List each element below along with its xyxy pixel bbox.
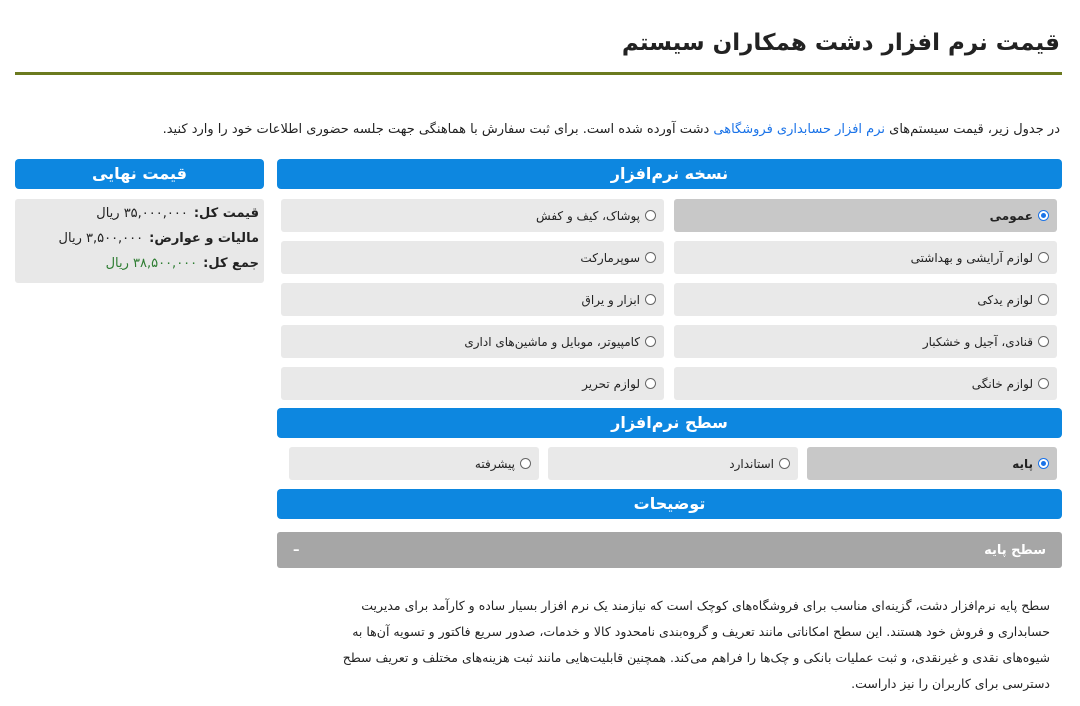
- grand-total-row: [106, 256, 259, 271]
- option-label: لوازم خانگی: [971, 376, 1033, 391]
- version-option-supermarket[interactable]: [281, 241, 664, 274]
- option-label: عمومی: [989, 208, 1033, 223]
- option-label: لوازم تحریر: [582, 376, 640, 391]
- radio-icon[interactable]: [645, 336, 656, 347]
- accounting-software-link[interactable]: نرم افزار حسابداری فروشگاهی: [713, 122, 886, 137]
- level-header: سطح نرم‌افزار: [277, 408, 1062, 438]
- total-price-row: [96, 206, 259, 221]
- page-title: قیمت نرم افزار دشت همکاران سیستم: [621, 30, 1060, 56]
- radio-icon[interactable]: [645, 378, 656, 389]
- accordion-title: سطح پایه: [984, 542, 1046, 558]
- option-label: پیشرفته: [474, 456, 515, 471]
- radio-icon[interactable]: [1038, 210, 1049, 221]
- description-header: توضیحات: [277, 489, 1062, 519]
- title-divider: [15, 72, 1062, 75]
- version-option-appliances[interactable]: [674, 367, 1057, 400]
- level-option-basic[interactable]: [807, 447, 1057, 480]
- option-label: پایه: [1012, 456, 1033, 471]
- collapse-icon[interactable]: –: [293, 542, 300, 558]
- version-header: نسخه نرم‌افزار: [277, 159, 1062, 189]
- intro-text: [15, 122, 1060, 137]
- level-option-advanced[interactable]: [289, 447, 539, 480]
- radio-icon[interactable]: [779, 458, 790, 469]
- version-option-spare-parts[interactable]: [674, 283, 1057, 316]
- version-option-computer[interactable]: [281, 325, 664, 358]
- option-label: ابزار و یراق: [581, 292, 640, 307]
- version-option-confectionery[interactable]: [674, 325, 1057, 358]
- radio-icon[interactable]: [520, 458, 531, 469]
- radio-icon[interactable]: [1038, 336, 1049, 347]
- radio-icon[interactable]: [645, 210, 656, 221]
- version-option-clothing[interactable]: [281, 199, 664, 232]
- version-option-general[interactable]: [674, 199, 1057, 232]
- option-label: لوازم آرایشی و بهداشتی: [910, 250, 1033, 265]
- tax-value: ۳,۵۰۰,۰۰۰ ریال: [58, 231, 144, 246]
- option-label: لوازم یدکی: [977, 292, 1033, 307]
- option-label: پوشاک، کیف و کفش: [536, 208, 640, 223]
- version-option-stationery[interactable]: [281, 367, 664, 400]
- description-text: سطح پایه نرم‌افزار دشت، گزینه‌ای مناسب برای فروشگاه‌های کوچک است که نیازمند یک نرم افزار بسیار ساده و کارآمد برای مدیریت حسابداری و فروش خود هستند. این سطح امکاناتی مانند تعریف و گروه‌بندی نامحدود کالا و خدمات، صدور سریع فاکتور و تسویه آن‌ها به شیوه‌های نقدی و غیرنقدی، و ثبت عملیات بانکی و چک‌ها را فراهم می‌کند. همچنین قابلیت‌هایی مانند ثبت هزینه‌های مختلف و تعریف سطح دسترسی برای کاربران را نیز داراست.: [342, 598, 1050, 691]
- level-option-standard[interactable]: [548, 447, 798, 480]
- radio-icon[interactable]: [1038, 378, 1049, 389]
- basic-level-accordion[interactable]: [277, 532, 1062, 568]
- version-option-cosmetics[interactable]: [674, 241, 1057, 274]
- radio-icon[interactable]: [1038, 294, 1049, 305]
- total-price-label: قیمت کل:: [193, 206, 259, 221]
- radio-icon[interactable]: [1038, 252, 1049, 263]
- option-label: استاندارد: [729, 456, 774, 471]
- radio-icon[interactable]: [645, 252, 656, 263]
- grand-total-label: جمع کل:: [203, 256, 259, 271]
- option-label: سوپرمارکت: [580, 250, 640, 265]
- version-option-hardware[interactable]: [281, 283, 664, 316]
- final-price-box: [15, 199, 264, 283]
- final-price-header: قیمت نهایی: [15, 159, 264, 189]
- radio-icon[interactable]: [645, 294, 656, 305]
- total-price-value: ۳۵,۰۰۰,۰۰۰ ریال: [96, 206, 188, 221]
- tax-row: [59, 231, 259, 246]
- intro-text-start: در جدول زیر، قیمت سیستم‌های: [885, 122, 1060, 137]
- tax-label: مالیات و عوارض:: [149, 231, 259, 246]
- option-label: کامپیوتر، موبایل و ماشین‌های اداری: [464, 334, 640, 349]
- radio-icon[interactable]: [1038, 458, 1049, 469]
- option-label: قنادی، آجیل و خشکبار: [922, 334, 1033, 349]
- grand-total-value: ۳۸,۵۰۰,۰۰۰ ریال: [105, 256, 198, 271]
- intro-text-end: دشت آورده شده است. برای ثبت سفارش با هماهنگی جهت جلسه حضوری اطلاعات خود را وارد کنید.: [162, 122, 714, 137]
